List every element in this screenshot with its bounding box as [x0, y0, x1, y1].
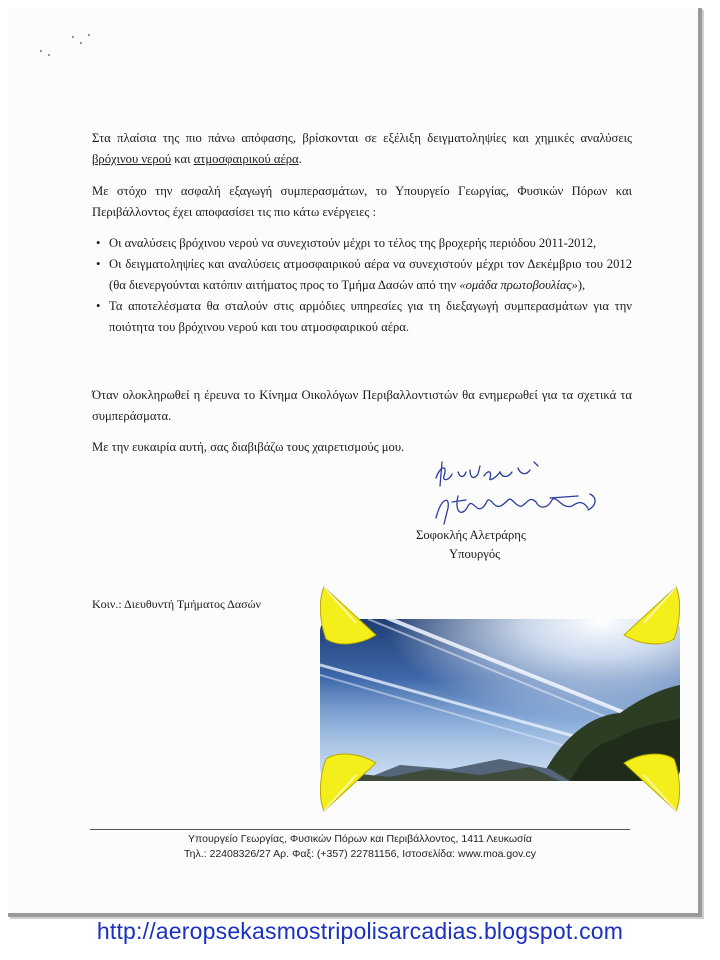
signer-title: Υπουργός: [449, 547, 501, 561]
photo-corner-top-left-icon: [320, 583, 380, 653]
action-item-results: • Τα αποτελέσματα θα σταλούν στις αρμόδιες υπηρεσίες για τη διεξαγωγή συμπερασμάτων για την ποιότητα του βρόχινου νερού και του ατμοσφαιρικού αέρα.: [92, 296, 632, 338]
footer-address: Υπουργείο Γεωργίας, Φυσικών Πόρων και Περιβάλλοντος, 1411 Λευκωσία: [188, 833, 532, 845]
photo-corner-bottom-right-icon: [620, 745, 680, 815]
paragraph-sampling: [92, 128, 632, 170]
signer-name: Σοφοκλής Αλετράρης: [416, 528, 526, 542]
action-item-air-sampling-end: ),: [577, 278, 586, 292]
paragraph-research: Όταν ολοκληρωθεί η έρευνα το Κίνημα Οικολόγων Περιβαλλοντιστών θα ενημερωθεί για τα σχετικά τα συμπεράσματα.: [92, 388, 632, 423]
paragraph-decision: Με στόχο την ασφαλή εξαγωγή συμπερασμάτων, το Υπουργείο Γεωργίας, Φυσικών Πόρων και Περιβάλλοντος έχει αποφασίσει τις πιο κάτω ενέργειες :: [92, 184, 632, 219]
photo-corner-bottom-left-icon: [320, 745, 380, 815]
blog-url-link[interactable]: http://aeropsekasmostripolisarcadias.blogspot.com: [96, 918, 624, 944]
action-item-rainwater: • Οι αναλύσεις βρόχινου νερού να συνεχιστούν μέχρι το τέλος της βροχερής περιόδου 2011-2012,: [92, 233, 632, 254]
paragraph-sampling-end: .: [298, 152, 302, 166]
minister-signature-icon: [432, 488, 604, 528]
paragraph-sampling-and: και: [171, 152, 194, 166]
contrails-photo-frame: [320, 583, 680, 815]
paragraph-sampling-text: Στα πλαίσια της πιο πάνω απόφασης, βρίσκονται σε εξέλιξη δειγματοληψίες και χημικές αναλύσεις: [92, 131, 632, 145]
actions-list: [92, 233, 632, 338]
footer-contact: Τηλ.: 22408326/27 Αρ. Φαξ: (+357) 22781156, Ιστοσελίδα: www.moa.gov.cy: [184, 848, 536, 860]
action-item-air-sampling-text: Οι δειγματοληψίες και αναλύσεις ατμοσφαιρικού αέρα να συνεχιστούν μέχρι τον Δεκέμβριο του 2012 (θα διενεργούνται κατόπιν αιτήματος προς το Τμήμα Δασών από την: [109, 257, 632, 292]
photo-corner-top-right-icon: [620, 583, 680, 653]
atmospheric-air-term: ατμοσφαιρικού αέρα: [193, 152, 299, 166]
handwritten-closing-icon: [430, 456, 550, 488]
cc-line: Κοιν.: Διευθυντή Τμήματος Δασών: [92, 597, 261, 611]
initiative-group-term: «ομάδα πρωτοβουλίας»: [459, 278, 578, 292]
rainwater-term: βρόχινου νερού: [92, 152, 172, 166]
scan-specks: [36, 32, 96, 62]
paragraph-greetings: Με την ευκαιρία αυτή, σας διαβιβάζω τους χαιρετισμούς μου.: [92, 440, 405, 454]
action-item-air-sampling: [92, 254, 632, 296]
footer-rule: [90, 829, 630, 830]
